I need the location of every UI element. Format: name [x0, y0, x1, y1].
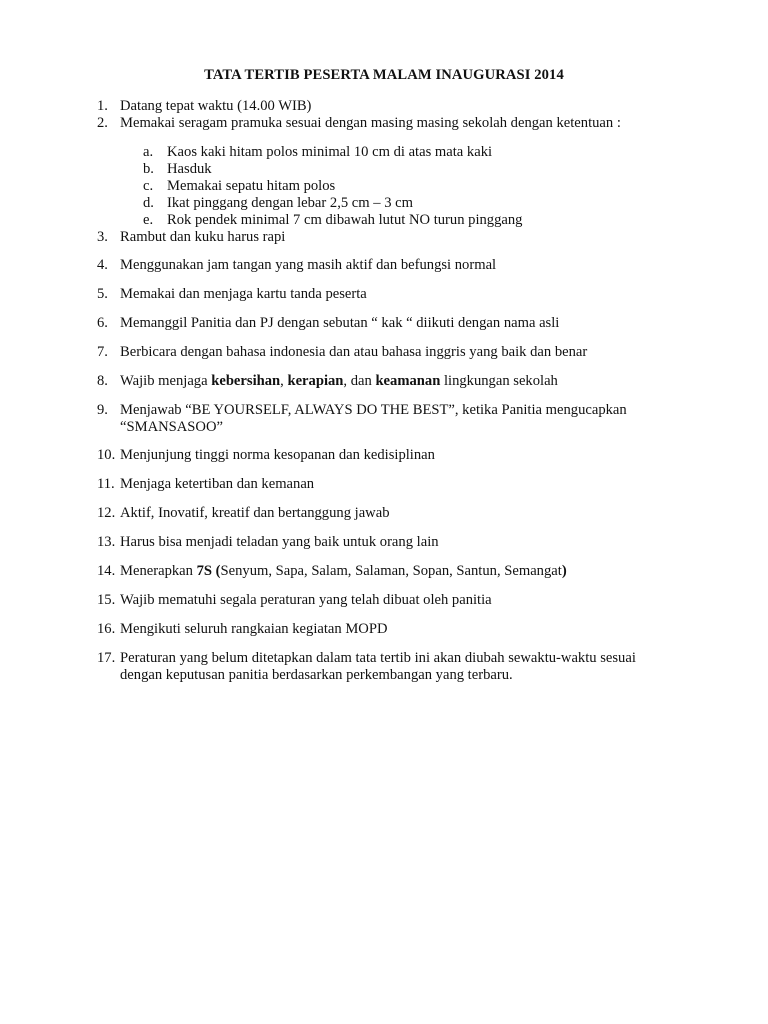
rule-text: Mengikuti seluruh rangkaian kegiatan MOPD	[120, 621, 388, 637]
rule-text: Menjaga ketertiban dan kemanan	[120, 476, 315, 492]
rule-bold-term: kebersihan	[211, 373, 281, 389]
sub-item-text: Memakai sepatu hitam polos	[167, 178, 336, 194]
rule-number: 5.	[97, 286, 108, 302]
rule-bold-term: kerapian	[287, 373, 344, 389]
rule-number: 15.	[97, 592, 116, 608]
rule-number: 6.	[97, 315, 108, 331]
rule-text-part: Menerapkan	[120, 563, 197, 579]
sub-item-text: Hasduk	[167, 161, 212, 177]
rule-text-line1: Menjawab “BE YOURSELF, ALWAYS DO THE BEST”, ketika Panitia mengucapkan	[120, 402, 627, 418]
rule-number: 16.	[97, 621, 116, 637]
rule-text-part: lingkungan sekolah	[440, 373, 558, 389]
rule-number: 3.	[97, 229, 108, 245]
rule-text	[120, 373, 558, 390]
rule-number: 14.	[97, 563, 116, 579]
rule-text: Wajib mematuhi segala peraturan yang telah dibuat oleh panitia	[120, 592, 492, 608]
rule-text: Rambut dan kuku harus rapi	[120, 229, 286, 245]
sub-item-letter: c.	[143, 178, 154, 194]
rule-text: Memanggil Panitia dan PJ dengan sebutan “ kak “ diikuti dengan nama asli	[120, 315, 560, 331]
rule-text	[120, 563, 567, 580]
rule-number: 10.	[97, 447, 116, 463]
rule-text-line1: Peraturan yang belum ditetapkan dalam tata tertib ini akan diubah sewaktu-waktu sesuai	[120, 650, 636, 666]
rule-text-line2: dengan keputusan panitia berdasarkan perkembangan yang terbaru.	[120, 667, 513, 683]
sub-item-text: Ikat pinggang dengan lebar 2,5 cm – 3 cm	[167, 195, 413, 211]
rule-text-part: , dan	[343, 373, 376, 389]
rule-number: 11.	[97, 476, 115, 492]
rule-text: Menjunjung tinggi norma kesopanan dan kedisiplinan	[120, 447, 435, 463]
rule-number: 8.	[97, 373, 108, 389]
rule-number: 13.	[97, 534, 116, 550]
rule-text: Memakai dan menjaga kartu tanda peserta	[120, 286, 367, 302]
rule-number: 4.	[97, 257, 108, 273]
rule-number: 7.	[97, 344, 108, 360]
rule-text-line2: “SMANSASOO”	[120, 419, 223, 435]
rule-text: Datang tepat waktu (14.00 WIB)	[120, 98, 312, 114]
sub-item-text: Kaos kaki hitam polos minimal 10 cm di atas mata kaki	[167, 144, 493, 160]
rule-text: Berbicara dengan bahasa indonesia dan atau bahasa inggris yang baik dan benar	[120, 344, 588, 360]
sub-item-letter: d.	[143, 195, 154, 211]
rule-text-part: Senyum, Sapa, Salam, Salaman, Sopan, Santun, Semangat	[220, 563, 562, 579]
rule-text-part: Wajib menjaga	[120, 373, 212, 389]
sub-item-text: Rok pendek minimal 7 cm dibawah lutut NO turun pinggang	[167, 212, 523, 228]
rule-number: 17.	[97, 650, 116, 666]
document-title: TATA TERTIB PESERTA MALAM INAUGURASI 2014	[204, 67, 564, 83]
rule-bold-term: )	[561, 563, 567, 579]
rule-text-part: ,	[280, 373, 288, 389]
sub-item-letter: a.	[143, 144, 154, 160]
rule-number: 12.	[97, 505, 116, 521]
rule-number: 2.	[97, 115, 108, 131]
rule-number: 1.	[97, 98, 108, 114]
rule-text: Memakai seragam pramuka sesuai dengan masing masing sekolah dengan ketentuan :	[120, 115, 621, 131]
rule-bold-term: keamanan	[375, 373, 441, 389]
rule-text: Menggunakan jam tangan yang masih aktif dan befungsi normal	[120, 257, 497, 273]
rule-bold-term: 7S (	[196, 563, 221, 579]
rule-number: 9.	[97, 402, 108, 418]
rule-text: Harus bisa menjadi teladan yang baik untuk orang lain	[120, 534, 439, 550]
sub-item-letter: b.	[143, 161, 154, 177]
rule-text: Aktif, Inovatif, kreatif dan bertanggung jawab	[120, 505, 390, 521]
sub-item-letter: e.	[143, 212, 154, 228]
